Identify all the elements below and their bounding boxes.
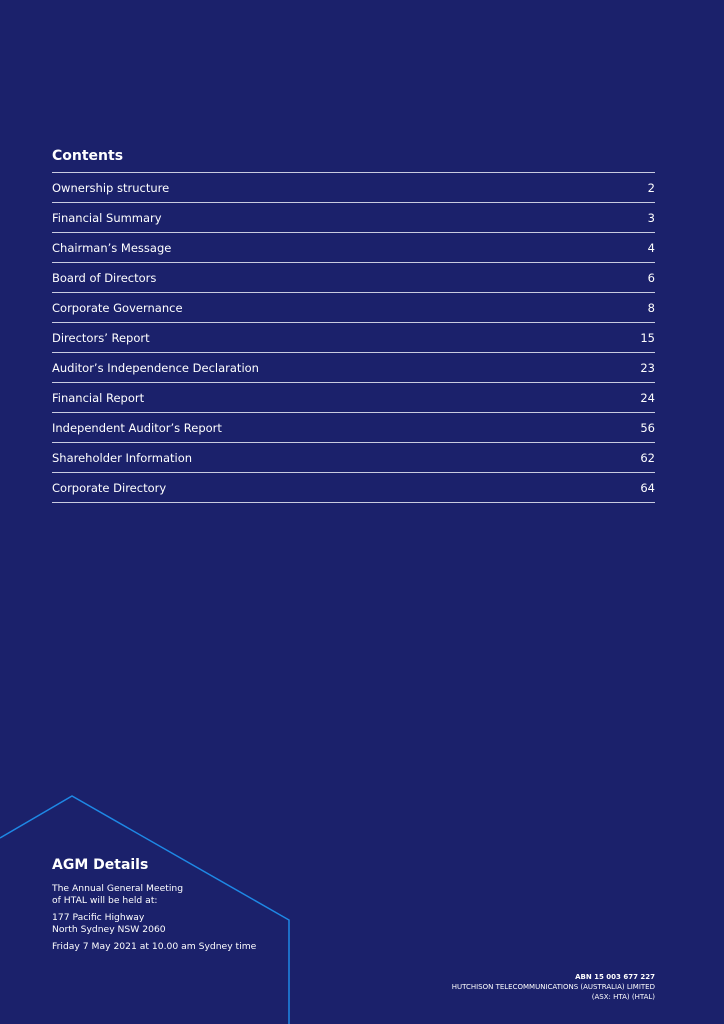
contents-item-label: Independent Auditor’s Report	[52, 420, 222, 435]
contents-item-page: 4	[647, 240, 655, 255]
agm-title: AGM Details	[52, 857, 149, 873]
agm-details	[52, 857, 292, 958]
contents-item-page: 23	[640, 360, 655, 375]
contents-item[interactable]	[52, 263, 655, 293]
footer-company: HUTCHISON TELECOMMUNICATIONS (AUSTRALIA) LIMITED	[451, 983, 655, 991]
contents-item-page: 3	[647, 210, 655, 225]
contents-item-page: 56	[640, 420, 655, 435]
contents-item-page: 15	[640, 330, 655, 345]
contents-item-label: Directors’ Report	[52, 330, 150, 345]
contents-item[interactable]	[52, 443, 655, 473]
agm-intro: The Annual General Meeting of HTAL will be held at:	[52, 883, 184, 906]
contents-item-label: Corporate Directory	[52, 480, 167, 495]
contents-item[interactable]	[52, 413, 655, 443]
footer-abn: ABN 15 003 677 227	[575, 973, 655, 981]
contents-item-page: 6	[647, 270, 655, 285]
contents-item[interactable]	[52, 293, 655, 323]
contents-item[interactable]	[52, 203, 655, 233]
contents-item-page: 62	[640, 450, 655, 465]
contents-item-label: Chairman’s Message	[52, 240, 172, 255]
contents-item[interactable]	[52, 473, 655, 503]
contents-item-label: Shareholder Information	[52, 450, 193, 465]
contents-item-label: Ownership structure	[52, 180, 170, 195]
footer-tickers: (ASX: HTA) (HTAL)	[591, 993, 655, 1001]
contents-item-label: Board of Directors	[52, 270, 157, 285]
contents-item-page: 8	[647, 300, 655, 315]
contents-list	[52, 173, 655, 503]
contents-item-page: 24	[640, 390, 655, 405]
contents-item-page: 2	[647, 180, 655, 195]
contents-item-label: Financial Report	[52, 390, 145, 405]
agm-address: 177 Pacific Highway North Sydney NSW 2060	[52, 912, 166, 935]
contents-item-label: Corporate Governance	[52, 300, 183, 315]
footer	[452, 972, 655, 1002]
contents-item[interactable]	[52, 233, 655, 263]
contents-item-page: 64	[640, 480, 655, 495]
contents-item[interactable]	[52, 173, 655, 203]
contents-item-label: Financial Summary	[52, 210, 162, 225]
contents-item[interactable]	[52, 383, 655, 413]
agm-datetime: Friday 7 May 2021 at 10.00 am Sydney time	[52, 941, 257, 952]
contents-section	[52, 146, 655, 503]
contents-item-label: Auditor’s Independence Declaration	[52, 360, 259, 375]
contents-title: Contents	[52, 146, 655, 173]
contents-item[interactable]	[52, 323, 655, 353]
contents-item[interactable]	[52, 353, 655, 383]
